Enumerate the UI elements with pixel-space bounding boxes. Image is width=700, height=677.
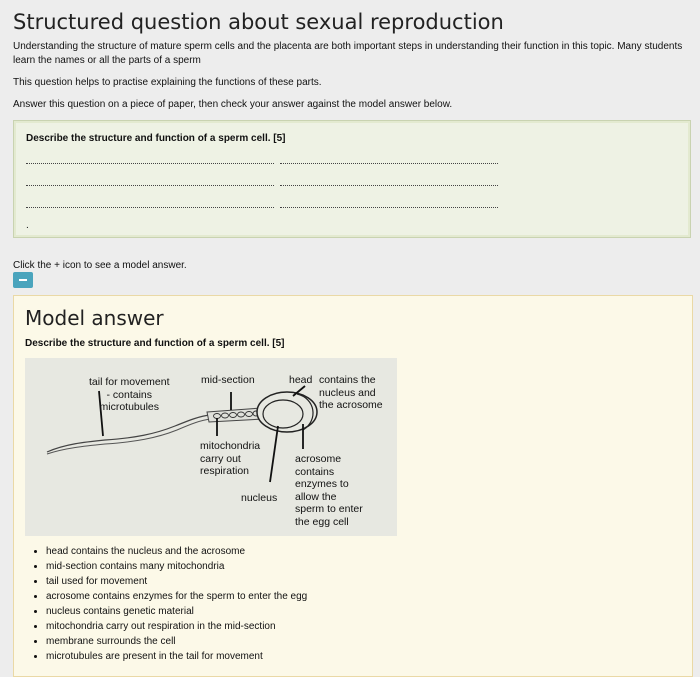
mitochondria-label-line: carry out (200, 452, 241, 465)
sperm-cell-diagram (25, 358, 397, 536)
question-box (13, 120, 691, 238)
answer-line (280, 185, 498, 186)
list-item: • membrane surrounds the cell (46, 634, 307, 649)
answer-line (26, 185, 274, 186)
model-answer-toggle-button[interactable] (13, 272, 33, 288)
nucleus-label: nucleus (241, 492, 278, 504)
minus-icon (19, 279, 27, 281)
midsection-label: mid-section (201, 374, 255, 386)
model-answer-panel (13, 295, 693, 677)
nucleus-pointer (270, 426, 278, 482)
acrosome-label-line: allow the (295, 490, 337, 503)
head-label-line: the acrosome (319, 399, 383, 411)
acrosome-label (295, 453, 363, 528)
model-answer-heading: Describe the structure and function of a sperm cell. [5] (25, 338, 285, 349)
tail-label-line: - contains (106, 388, 153, 401)
mitochondria-label (200, 440, 260, 478)
list-item: • tail used for movement (46, 574, 307, 589)
answer-line (280, 207, 498, 208)
list-item: • microtubules are present in the tail for movement (46, 649, 307, 664)
list-item: • nucleus contains genetic material (46, 604, 307, 619)
acrosome-label-line: acrosome (295, 453, 342, 465)
mid-section (207, 408, 263, 422)
page-content (13, 0, 693, 238)
answer-line (280, 163, 498, 164)
answer-line (26, 163, 274, 164)
tail-label-line: tail for movement (89, 376, 170, 388)
acrosome-label-line: the egg cell (295, 515, 349, 528)
model-answer-hint: Click the + icon to see a model answer. (13, 260, 187, 271)
list-item: • mid-section contains many mitochondria (46, 559, 307, 574)
model-answer-title: Model answer (25, 306, 164, 330)
mitochondria-label-line: mitochondria (200, 440, 261, 452)
acrosome-label-line: sperm to enter (295, 503, 363, 515)
model-answer-points (25, 544, 307, 664)
sperm-tail-outline (47, 419, 211, 454)
head-label (319, 374, 383, 412)
question-heading: Describe the structure and function of a sperm cell. [5] (26, 133, 286, 144)
instructions-paragraph: Answer this question on a piece of paper, then check your answer against the model answer below. (13, 99, 453, 110)
sperm-tail (47, 415, 210, 452)
practise-paragraph: This question helps to practise explaining the functions of these parts. (13, 77, 322, 88)
mitochondria-label-line: respiration (200, 465, 250, 477)
answer-end-mark: . (26, 220, 29, 231)
list-item: • mitochondria carry out respiration in the mid-section (46, 619, 307, 634)
list-item: • acrosome contains enzymes for the sperm to enter the egg (46, 589, 307, 604)
tail-label (89, 376, 170, 414)
head-label-word: head (289, 374, 313, 386)
answer-line (26, 207, 274, 208)
tail-label-line: microtubules (99, 401, 160, 413)
acrosome-label-line: enzymes to (295, 478, 349, 490)
acrosome-label-line: contains (295, 465, 335, 478)
list-item: • head contains the nucleus and the acrosome (46, 544, 307, 559)
page-title: Structured question about sexual reproduction (13, 10, 504, 34)
head-label-line: contains the (319, 374, 376, 386)
head-label-line: nucleus and (319, 386, 376, 399)
intro-paragraph: Understanding the structure of mature sperm cells and the placenta are both important steps in understanding their function in this topic. Many students learn the names or all the parts of a sperm (13, 41, 683, 66)
